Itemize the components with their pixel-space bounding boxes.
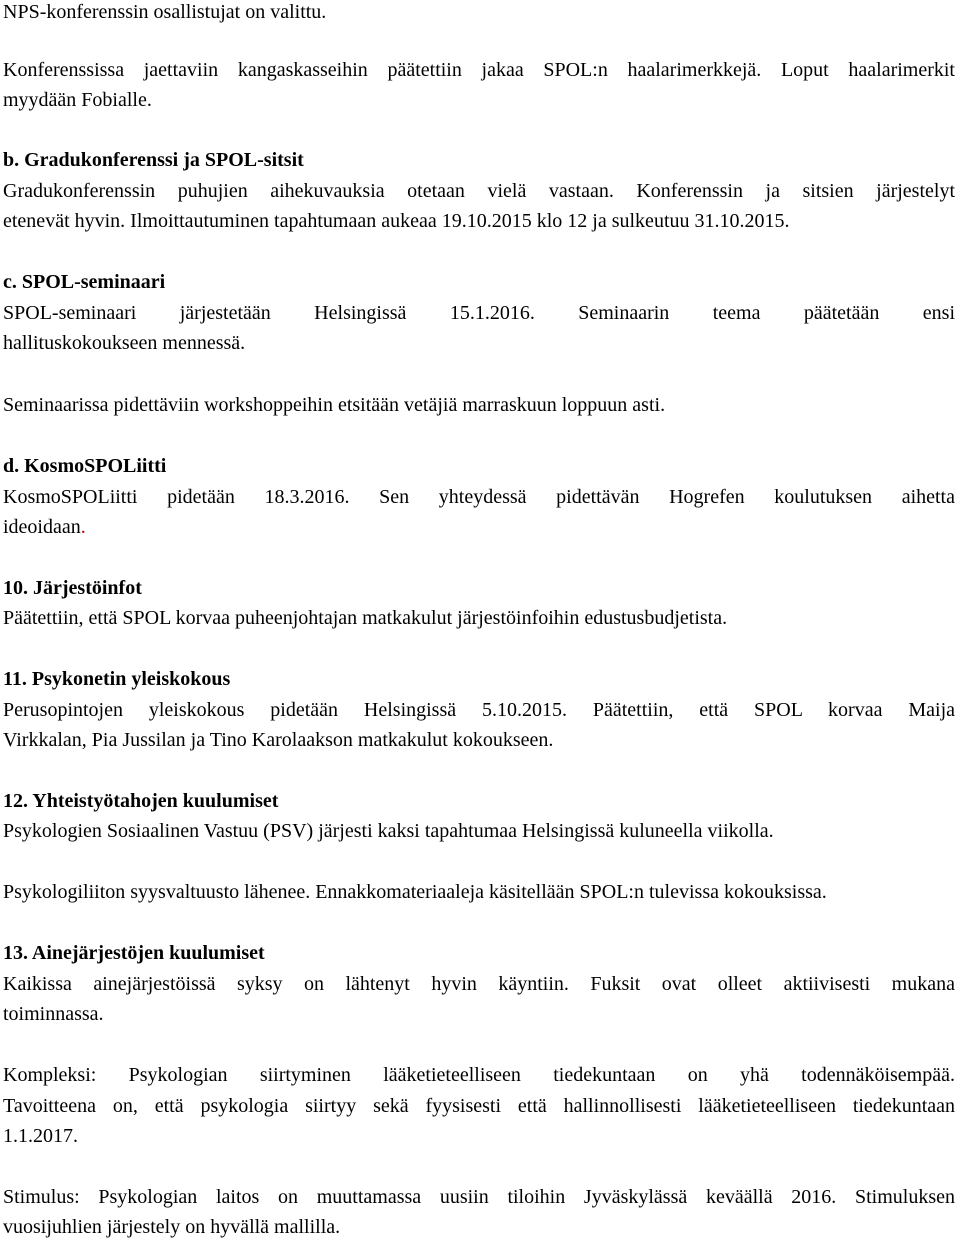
- text-line: Virkkalan, Pia Jussilan ja Tino Karolaakson matkakulut kokoukseen.: [3, 729, 554, 751]
- text-line: 1.1.2017.: [3, 1125, 78, 1147]
- text-line: myydään Fobialle.: [3, 89, 152, 111]
- text-line: hallituskokoukseen mennessä.: [3, 332, 246, 354]
- text-line: Perusopintojen yleiskokous pidetään Helsingissä 5.10.2015. Päätettiin, että SPOL korvaa Maija: [3, 699, 955, 721]
- text-line: SPOL-seminaari järjestetään Helsingissä 15.1.2016. Seminaarin teema päätetään ensi: [3, 302, 955, 324]
- text-line: Stimulus: Psykologian laitos on muuttamassa uusiin tiloihin Jyväskylässä keväällä 2016. Stimuluksen: [3, 1186, 955, 1208]
- section-heading-b: b. Gradukonferenssi ja SPOL-sitsit: [3, 149, 304, 171]
- text-line: Kompleksi: Psykologian siirtyminen lääketieteelliseen tiedekuntaan on yhä todennäköisempää.: [3, 1064, 955, 1086]
- text-line: Konferenssissa jaettaviin kangaskasseihin päätettiin jakaa SPOL:n haalarimerkkejä. Loput haalarimerkit: [3, 59, 955, 81]
- text-fragment: ideoidaan: [3, 516, 81, 538]
- section-heading-12: 12. Yhteistyötahojen kuulumiset: [3, 790, 279, 812]
- red-period: .: [80, 516, 86, 538]
- text-line: Psykologiliiton syysvaltuusto lähenee. Ennakkomateriaaleja käsitellään SPOL:n tulevissa kokouksissa.: [3, 881, 827, 903]
- text-line: Tavoitteena on, että psykologia siirtyy sekä fyysisesti että hallinnollisesti lääketieteelliseen tiedekuntaan: [3, 1095, 955, 1117]
- text-line: Päätettiin, että SPOL korvaa puheenjohtajan matkakulut järjestöinfoihin edustusbudjetista.: [3, 607, 728, 629]
- section-heading-c: c. SPOL-seminaari: [3, 271, 166, 293]
- text-line: Gradukonferenssin puhujien aihekuvauksia otetaan vielä vastaan. Konferenssin ja sitsien järjestelyt: [3, 180, 955, 202]
- text-line: Psykologien Sosiaalinen Vastuu (PSV) järjesti kaksi tapahtumaa Helsingissä kuluneella viikolla.: [3, 820, 774, 842]
- text-line: [3, 515, 955, 539]
- text-line: vuosijuhlien järjestely on hyvällä mallilla.: [3, 1216, 341, 1238]
- text-line: NPS-konferenssin osallistujat on valittu.: [3, 1, 327, 23]
- text-line: Kaikissa ainejärjestöissä syksy on lähtenyt hyvin käyntiin. Fuksit ovat olleet aktiivisesti mukana: [3, 973, 955, 995]
- section-heading-13: 13. Ainejärjestöjen kuulumiset: [3, 942, 265, 964]
- text-line: Seminaarissa pidettäviin workshoppeihin etsitään vetäjiä marraskuun loppuun asti.: [3, 394, 666, 416]
- section-heading-11: 11. Psykonetin yleiskokous: [3, 668, 231, 690]
- text-line: KosmoSPOLiitti pidetään 18.3.2016. Sen yhteydessä pidettävän Hogrefen koulutuksen aihetta: [3, 486, 955, 508]
- section-heading-d: d. KosmoSPOLiitti: [3, 455, 167, 477]
- text-line: etenevät hyvin. Ilmoittautuminen tapahtumaan aukeaa 19.10.2015 klo 12 ja sulkeutuu 31.10.2015.: [3, 210, 790, 232]
- text-line: toiminnassa.: [3, 1003, 104, 1025]
- section-heading-10: 10. Järjestöinfot: [3, 577, 142, 599]
